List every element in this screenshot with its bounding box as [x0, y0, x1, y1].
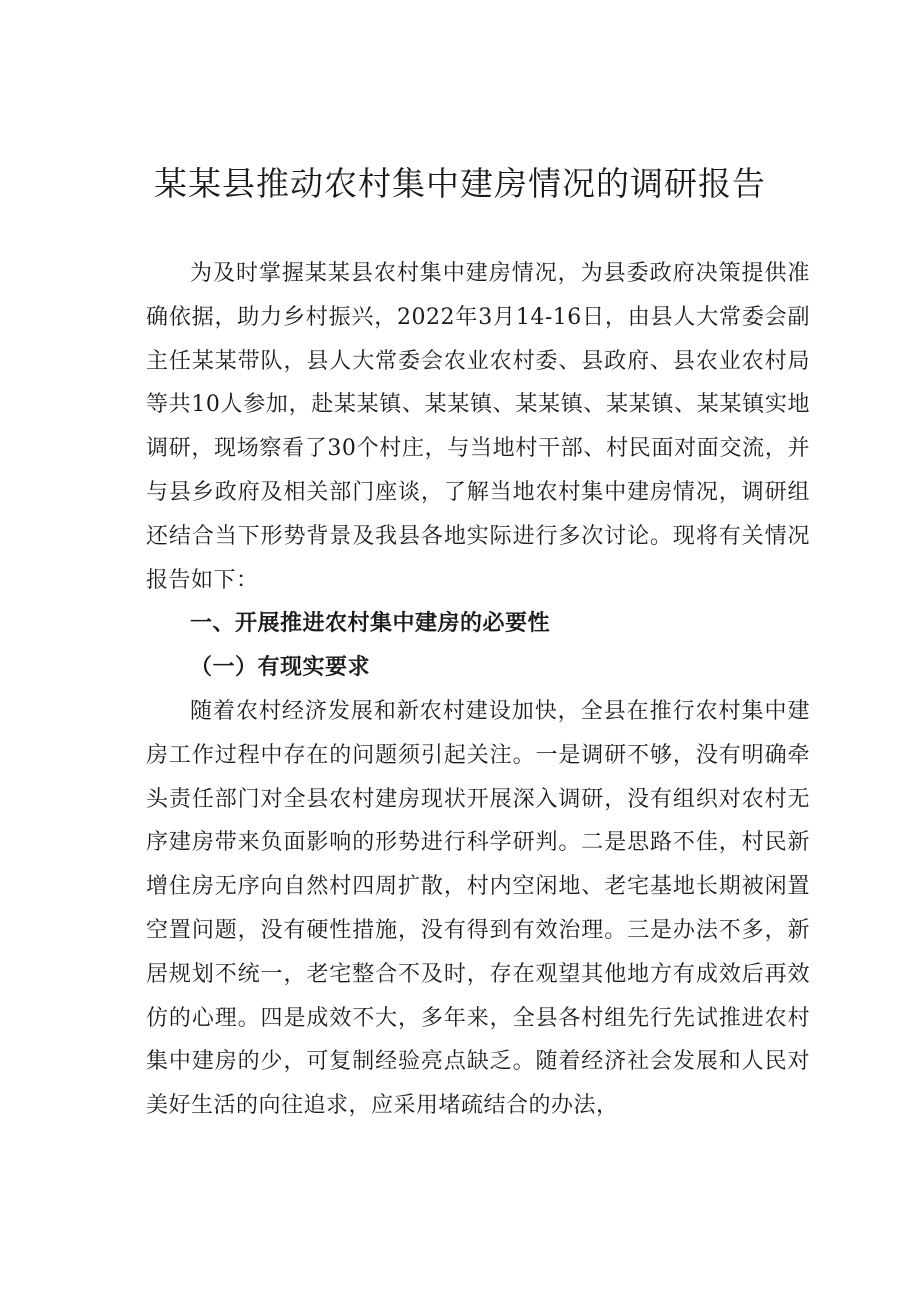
subsection-paragraph: 随着农村经济发展和新农村建设加快，全县在推行农村集中建房工作过程中存在的问题须引起关注。一是调研不够，没有明确牵头责任部门对全县农村建房现状开展深入调研，没有组织对农村无序建房带来负面影响的形势进行科学研判。二是思路不佳，村民新增住房无序向自然村四周扩散，村内空闲地、老宅基地长期被闲置空置问题，没有硬性措施，没有得到有效治理。三是办法不多，新居规划不统一，老宅整合不及时，存在观望其他地方有成效后再效仿的心理。四是成效不大，多年来，全县各村组先行先试推进农村集中建房的少，可复制经验亮点缺乏。随着经济社会发展和人民对美好生活的向往追求，应采用堵疏结合的办法，	[146, 698, 810, 1119]
document-body	[146, 252, 810, 1128]
document-title: 某某县推动农村集中建房情况的调研报告	[154, 164, 766, 203]
section-heading: 一、开展推进农村集中建房的必要性	[190, 611, 551, 637]
subsection-heading: （一）有现实要求	[190, 655, 371, 681]
intro-paragraph: 为及时掌握某某县农村集中建房情况，为县委政府决策提供准确依据，助力乡村振兴，2022年3月14-16日，由县人大常委会副主任某某带队，县人大常委会农业农村委、县政府、县农业农村局等共10人参加，赴某某镇、某某镇、某某镇、某某镇、某某镇实地调研，现场察看了30个村庄，与当地村干部、村民面对面交流，并与县乡政府及相关部门座谈，了解当地农村集中建房情况，调研组还结合当下形势背景及我县各地实际进行多次讨论。现将有关情况报告如下：	[146, 261, 810, 593]
